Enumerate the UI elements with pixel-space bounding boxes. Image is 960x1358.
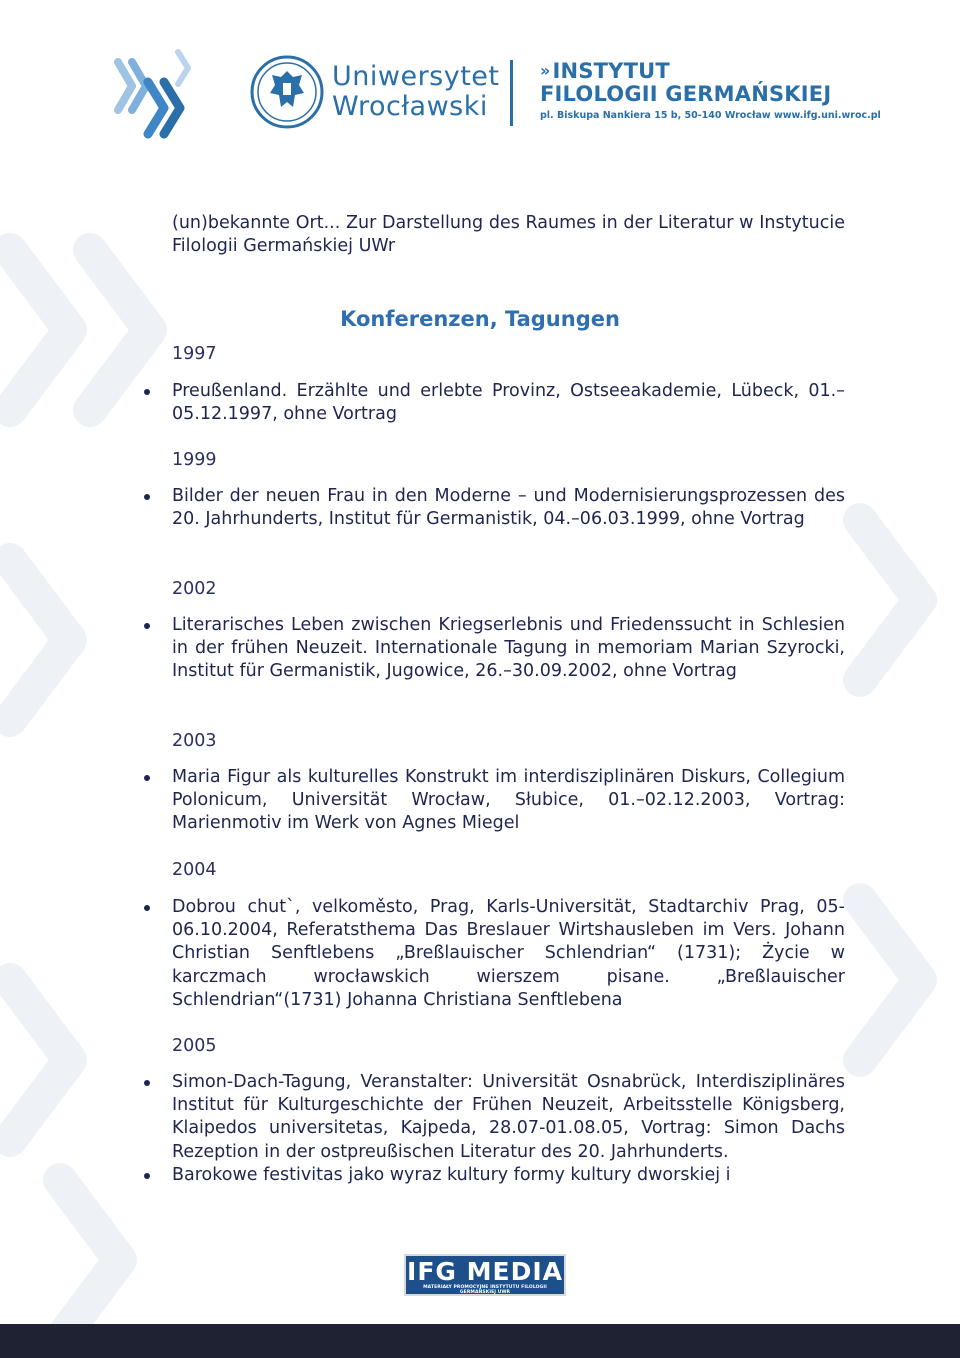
- university-seal-icon: [250, 55, 324, 129]
- entry-2003-items: [172, 766, 845, 836]
- chevron-logo-icon: [108, 48, 208, 148]
- footer-band: [0, 1324, 960, 1358]
- list-item: Preußenland. Erzählte und erlebte Provinz, Ostseeakademie, Lübeck, 01.–05.12.1997, ohne Vortrag: [172, 380, 845, 426]
- list-item: Bilder der neuen Frau in den Moderne – und Modernisierungsprozessen des 20. Jahrhunderts, Institut für Germanistik, 04.–06.03.1999, ohne Vortrag: [172, 485, 845, 531]
- entry-1999: [172, 449, 845, 472]
- entry-year: 1999: [172, 450, 217, 470]
- entry-2005: [172, 1035, 845, 1058]
- entry-2005-items: [172, 1071, 845, 1187]
- entry-year: 2003: [172, 731, 217, 751]
- list-item: Barokowe festivitas jako wyraz kultury formy kultury dworskiej i: [172, 1164, 845, 1187]
- institute-address: pl. Biskupa Nankiera 15 b, 50-140 Wrocław www.ifg.uni.wroc.pl: [540, 110, 881, 121]
- ifg-media-logo-text: IFG MEDIA: [407, 1257, 563, 1286]
- page-header: [0, 0, 960, 150]
- intro-text: (un)bekannte Ort... Zur Darstellung des Raumes in der Literatur w Instytucie Filologii Germańskiej UWr: [172, 213, 845, 257]
- university-name-line1: Uniwersytet: [332, 61, 500, 92]
- entry-2002: [172, 578, 845, 601]
- header-divider: [510, 60, 513, 126]
- institute-name: [540, 60, 881, 123]
- ifg-media-logo-subtext: MATERIAŁY PROMOCYJNE INSTYTUTU FILOLOGII GERMAŃSKIEJ UWR: [423, 1285, 547, 1295]
- entry-2002-items: [172, 614, 845, 684]
- entry-2003: [172, 730, 845, 753]
- entry-year: 2004: [172, 860, 217, 880]
- entry-1997-items: [172, 380, 845, 426]
- ifg-media-logo: [404, 1254, 566, 1296]
- entry-1999-items: [172, 485, 845, 531]
- list-item: Simon-Dach-Tagung, Veranstalter: Universität Osnabrück, Interdisziplinäres Institut für Kulturgeschichte der Frühen Neuzeit, Arbeitsstelle Königsberg, Klaipedos universitetas, Kajpeda, 28.07-01.08.05, Vortrag: Simon Dachs Rezeption in der ostpreußischen Literatur des 20. Jahrhunderts.: [172, 1071, 845, 1164]
- institute-name-line2: FILOLOGII GERMAŃSKIEJ: [540, 82, 832, 106]
- university-name: [332, 62, 500, 122]
- entry-year: 2002: [172, 579, 217, 599]
- entry-2004: [172, 859, 845, 882]
- double-chevron-icon: »: [540, 61, 551, 80]
- intro-block: [172, 212, 845, 258]
- entry-2004-items: [172, 896, 845, 1012]
- entry-year: 1997: [172, 344, 217, 364]
- entry-1997: [172, 343, 845, 366]
- university-name-line2: Wrocławski: [332, 91, 488, 122]
- institute-name-line1: INSTYTUT: [552, 59, 670, 83]
- section-title: Konferenzen, Tagungen: [340, 307, 620, 331]
- list-item: Literarisches Leben zwischen Kriegserlebnis und Friedenssucht in Schlesien in der frühen Neuzeit. Internationale Tagung in memoriam Marian Szyrocki, Institut für Germanistik, Jugowice, 26.–30.09.2002, ohne Vortrag: [172, 614, 845, 684]
- list-item: Dobrou chut`, velkoměsto, Prag, Karls-Universität, Stadtarchiv Prag, 05-06.10.2004, Referatsthema Das Breslauer Wirtshausleben im Vers. Johann Christian Senftlebens „Breßlauischer Schlendrian“ (1731); Życie w karczmach wrocławskich wierszem pisane. „Breßlauischer Schlendrian“(1731) Johanna Christiana Senftlebena: [172, 896, 845, 1012]
- list-item: Maria Figur als kulturelles Konstrukt im interdisziplinären Diskurs, Collegium Polonicum, Universität Wrocław, Słubice, 01.–02.12.2003, Vortrag: Marienmotiv im Werk von Agnes Miegel: [172, 766, 845, 836]
- entry-year: 2005: [172, 1036, 217, 1056]
